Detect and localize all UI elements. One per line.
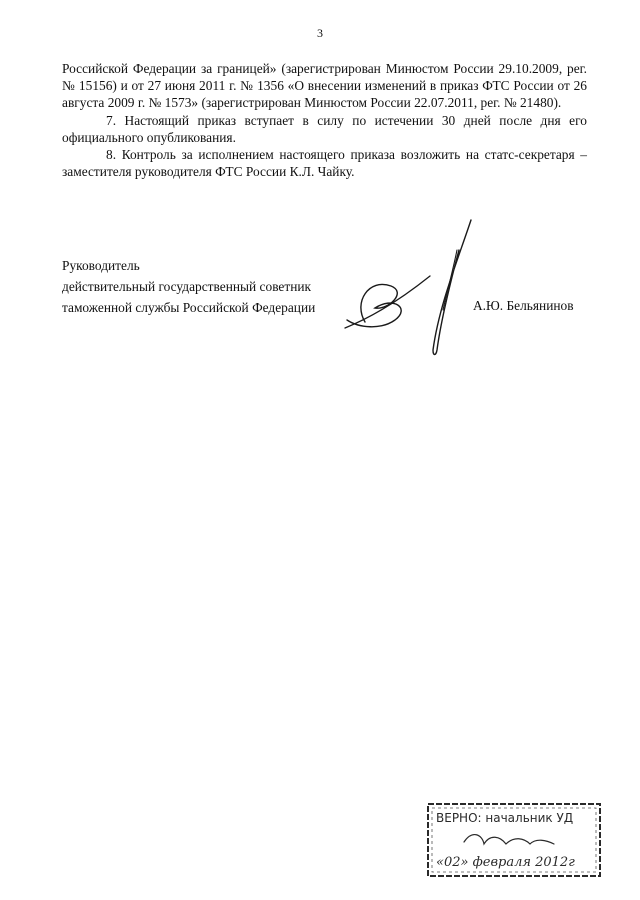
signer-position-line2: действительный государственный советник: [62, 279, 312, 294]
signer-position-line3: таможенной службы Российской Федерации: [62, 300, 316, 315]
stamp-header-text: ВЕРНО: начальник УД: [436, 811, 574, 825]
handwritten-signature: [335, 210, 495, 360]
document-body: [62, 60, 587, 180]
certification-stamp: [424, 800, 604, 880]
paragraph-7: 7. Настоящий приказ вступает в силу по истечении 30 дней после дня его официального опубликования.: [62, 112, 587, 145]
paragraph-8: 8. Контроль за исполнением настоящего приказа возложить на статс-секретаря – заместителя руководителя ФТС России К.Л. Чайку.: [62, 147, 587, 180]
signer-position-line1: Руководитель: [62, 258, 140, 273]
signer-name: А.Ю. Бельянинов: [473, 298, 574, 313]
stamp-date-text: «02» февраля 2012г: [436, 855, 575, 870]
paragraph-continuation: Российской Федерации за границей» (зарегистрирован Минюстом России 29.10.2009, рег. № 15156) и от 27 июня 2011 г. № 1356 «О внесении изменений в приказ ФТС России от 26 августа 2009 г. № 1573» (зарегистрирован Минюстом России 22.07.2011, рег. № 21480).: [62, 61, 587, 111]
page-number: 3: [317, 26, 323, 40]
